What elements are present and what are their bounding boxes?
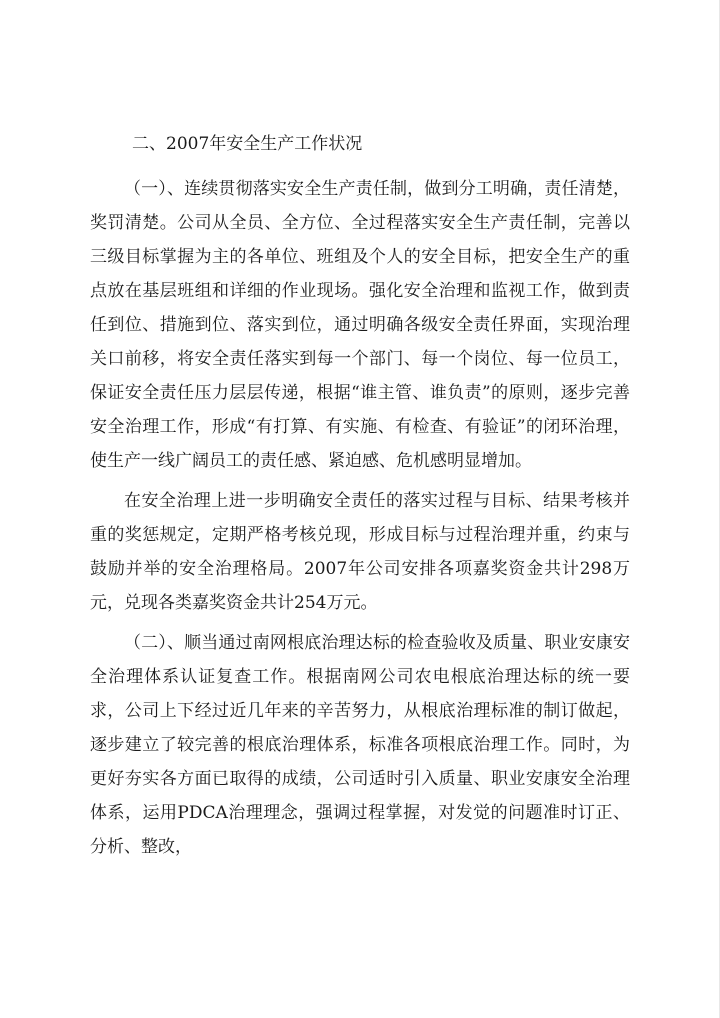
document-body	[90, 128, 630, 870]
paragraph-management-system: （二）、顺当通过南网根底治理达标的检查验收及质量、职业安康安全治理体系认证复查工作。根据南网公司农电根底治理达标的统一要求，公司上下经过近几年来的辛苦努力，从根底治理标准的制订做起，逐步建立了较完善的根底治理体系，标准各项根底治理工作。同时，为更好夯实各方面已取得的成绩，公司适时引入质量、职业安康安全治理体系，运用PDCA治理理念，强调过程掌握，对发觉的问题准时订正、分析、整改，	[90, 633, 630, 857]
paragraph-responsibility: （一）、连续贯彻落实安全生产责任制，做到分工明确，责任清楚，奖罚清楚。公司从全员、全方位、全过程落实安全生产责任制，完善以三级目标掌握为主的各单位、班组及个人的安全目标，把安全生产的重点放在基层班组和详细的作业现场。强化安全治理和监视工作，做到责任到位、措施到位、落实到位，通过明确各级安全责任界面，实现治理关口前移，将安全责任落实到每一个部门、每一个岗位、每一位员工，保证安全责任压力层层传递，根据“谁主管、谁负责”的原则，逐步完善安全治理工作，形成“有打算、有实施、有检查、有验证”的闭环治理，使生产一线广阔员工的责任感、紧迫感、危机感明显增加。	[90, 179, 630, 471]
paragraph-rewards: 在安全治理上进一步明确安全责任的落实过程与目标、结果考核并重的奖惩规定，定期严格考核兑现，形成目标与过程治理并重，约束与鼓励并举的安全治理格局。2007年公司安排各项嘉奖资金共计298万元，兑现各类嘉奖资金共计254万元。	[90, 491, 630, 613]
section-heading: 二、2007年安全生产工作状况	[132, 134, 363, 154]
